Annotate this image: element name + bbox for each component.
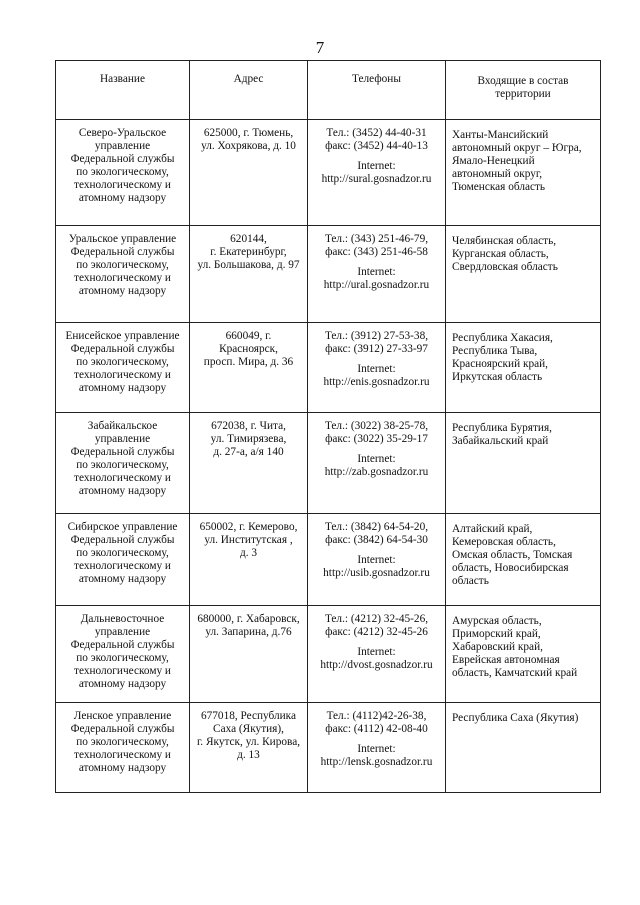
office-name-cell-text: Дальневосточное управление Федеральной службы по экологическому, технологическому и атомному надзору: [70, 613, 175, 690]
office-territories-cell: [446, 606, 601, 703]
office-territories-cell-text: Республика Хакасия, Республика Тыва, Красноярский край, Иркутская область: [452, 332, 553, 383]
office-name-cell: [56, 606, 190, 703]
table-row: [56, 703, 601, 793]
office-phones-cell: [308, 413, 446, 514]
page-number: 7: [315, 38, 325, 57]
office-phones-cell: [308, 514, 446, 606]
office-territories-cell: [446, 120, 601, 226]
office-territories-cell: [446, 323, 601, 413]
office-address-cell: [190, 514, 308, 606]
office-website-link[interactable]: Internet: http://zab.gosnadzor.ru: [324, 453, 429, 478]
column-header-territories: Входящие в состав территории: [446, 61, 601, 120]
office-name-cell-text: Енисейское управление Федеральной службы по экологическому, технологическому и атомному надзору: [65, 330, 180, 394]
office-name-cell-text: Ленское управление Федеральной службы по экологическому, технологическому и атомному надзору: [70, 710, 175, 774]
table-header-row: [56, 61, 601, 120]
office-phones-cell: [308, 703, 446, 793]
office-name-cell: [56, 413, 190, 514]
office-name-cell-text: Северо-Уральское управление Федеральной службы по экологическому, технологическому и атомному надзору: [70, 127, 175, 204]
office-address-cell-text: 625000, г. Тюмень, ул. Хохрякова, д. 10: [201, 127, 296, 152]
office-territories-cell-text: Амурская область, Приморский край, Хабаровский край, Еврейская автономная область, Камчатский край: [452, 615, 578, 679]
office-name-cell: [56, 514, 190, 606]
table-row: [56, 226, 601, 323]
table-row: [56, 120, 601, 226]
office-phones-text: Тел.: (4112)42-26-38, факс: (4112) 42-08-40: [325, 710, 428, 735]
office-territories-cell-text: Ханты-Мансийский автономный округ – Югра, Ямало-Ненецкий автономный округ, Тюменская область: [452, 129, 582, 193]
office-name-cell-text: Уральское управление Федеральной службы по экологическому, технологическому и атомному надзору: [68, 233, 177, 297]
column-header-phones: Телефоны: [308, 61, 446, 120]
office-phones-text: Тел.: (3022) 38-25-78, факс: (3022) 35-29-17: [324, 420, 429, 445]
office-address-cell-text: 650002, г. Кемерово, ул. Институтская , д. 3: [199, 521, 298, 559]
office-territories-cell-text: Республика Саха (Якутия): [452, 712, 579, 724]
column-header-name: Название: [56, 61, 190, 120]
office-territories-cell-text: Республика Бурятия, Забайкальский край: [452, 422, 552, 447]
office-website-link[interactable]: Internet: http://sural.gosnadzor.ru: [321, 160, 432, 185]
office-address-cell: [190, 120, 308, 226]
office-territories-cell: [446, 226, 601, 323]
office-address-cell: [190, 323, 308, 413]
office-name-cell: [56, 226, 190, 323]
office-territories-cell: [446, 514, 601, 606]
column-header-address: Адрес: [190, 61, 308, 120]
office-name-cell-text: Сибирское управление Федеральной службы по экологическому, технологическому и атомному надзору: [67, 521, 178, 585]
office-name-cell: [56, 323, 190, 413]
office-territories-cell-text: Алтайский край, Кемеровская область, Омская область, Томская область, Новосибирская область: [452, 523, 573, 587]
office-phones-cell: [308, 606, 446, 703]
office-territories-cell-text: Челябинская область, Курганская область, Свердловская область: [452, 235, 558, 273]
office-address-cell-text: 620144, г. Екатеринбург, ул. Большакова, д. 97: [197, 233, 300, 271]
office-phones-cell: [308, 226, 446, 323]
offices-table: [55, 60, 601, 793]
office-address-cell: [190, 413, 308, 514]
office-address-cell: [190, 703, 308, 793]
office-name-cell: [56, 703, 190, 793]
office-territories-cell: [446, 413, 601, 514]
office-address-cell-text: 677018, Республика Саха (Якутия), г. Якутск, ул. Кирова, д. 13: [196, 710, 301, 761]
office-phones-text: Тел.: (4212) 32-45-26, факс: (4212) 32-45-26: [324, 613, 429, 638]
office-website-link[interactable]: Internet: http://usib.gosnadzor.ru: [323, 554, 430, 579]
office-phones-cell: [308, 323, 446, 413]
office-address-cell-text: 672038, г. Чита, ул. Тимирязева, д. 27-а, а/я 140: [210, 420, 287, 458]
table-row: [56, 323, 601, 413]
office-website-link[interactable]: Internet: http://lensk.gosnadzor.ru: [320, 743, 433, 768]
office-address-cell-text: 680000, г. Хабаровск, ул. Запарина, д.76: [197, 613, 300, 638]
office-website-link[interactable]: Internet: http://enis.gosnadzor.ru: [323, 363, 430, 388]
office-address-cell: [190, 606, 308, 703]
table-row: [56, 606, 601, 703]
office-website-link[interactable]: Internet: http://ural.gosnadzor.ru: [323, 266, 430, 291]
table-row: [56, 413, 601, 514]
office-phones-text: Тел.: (343) 251-46-79, факс: (343) 251-46-58: [324, 233, 429, 258]
office-phones-text: Тел.: (3842) 64-54-20, факс: (3842) 64-54-30: [324, 521, 429, 546]
office-phones-text: Тел.: (3452) 44-40-31 факс: (3452) 44-40-13: [325, 127, 428, 152]
office-address-cell: [190, 226, 308, 323]
office-territories-cell: [446, 703, 601, 793]
office-phones-text: Тел.: (3912) 27-53-38, факс: (3912) 27-33-97: [324, 330, 429, 355]
office-phones-cell: [308, 120, 446, 226]
office-website-link[interactable]: Internet: http://dvost.gosnadzor.ru: [320, 646, 433, 671]
office-address-cell-text: 660049, г. Красноярск, просп. Мира, д. 36: [203, 330, 294, 368]
office-name-cell: [56, 120, 190, 226]
office-name-cell-text: Забайкальское управление Федеральной службы по экологическому, технологическому и атомному надзору: [70, 420, 175, 497]
table-row: [56, 514, 601, 606]
